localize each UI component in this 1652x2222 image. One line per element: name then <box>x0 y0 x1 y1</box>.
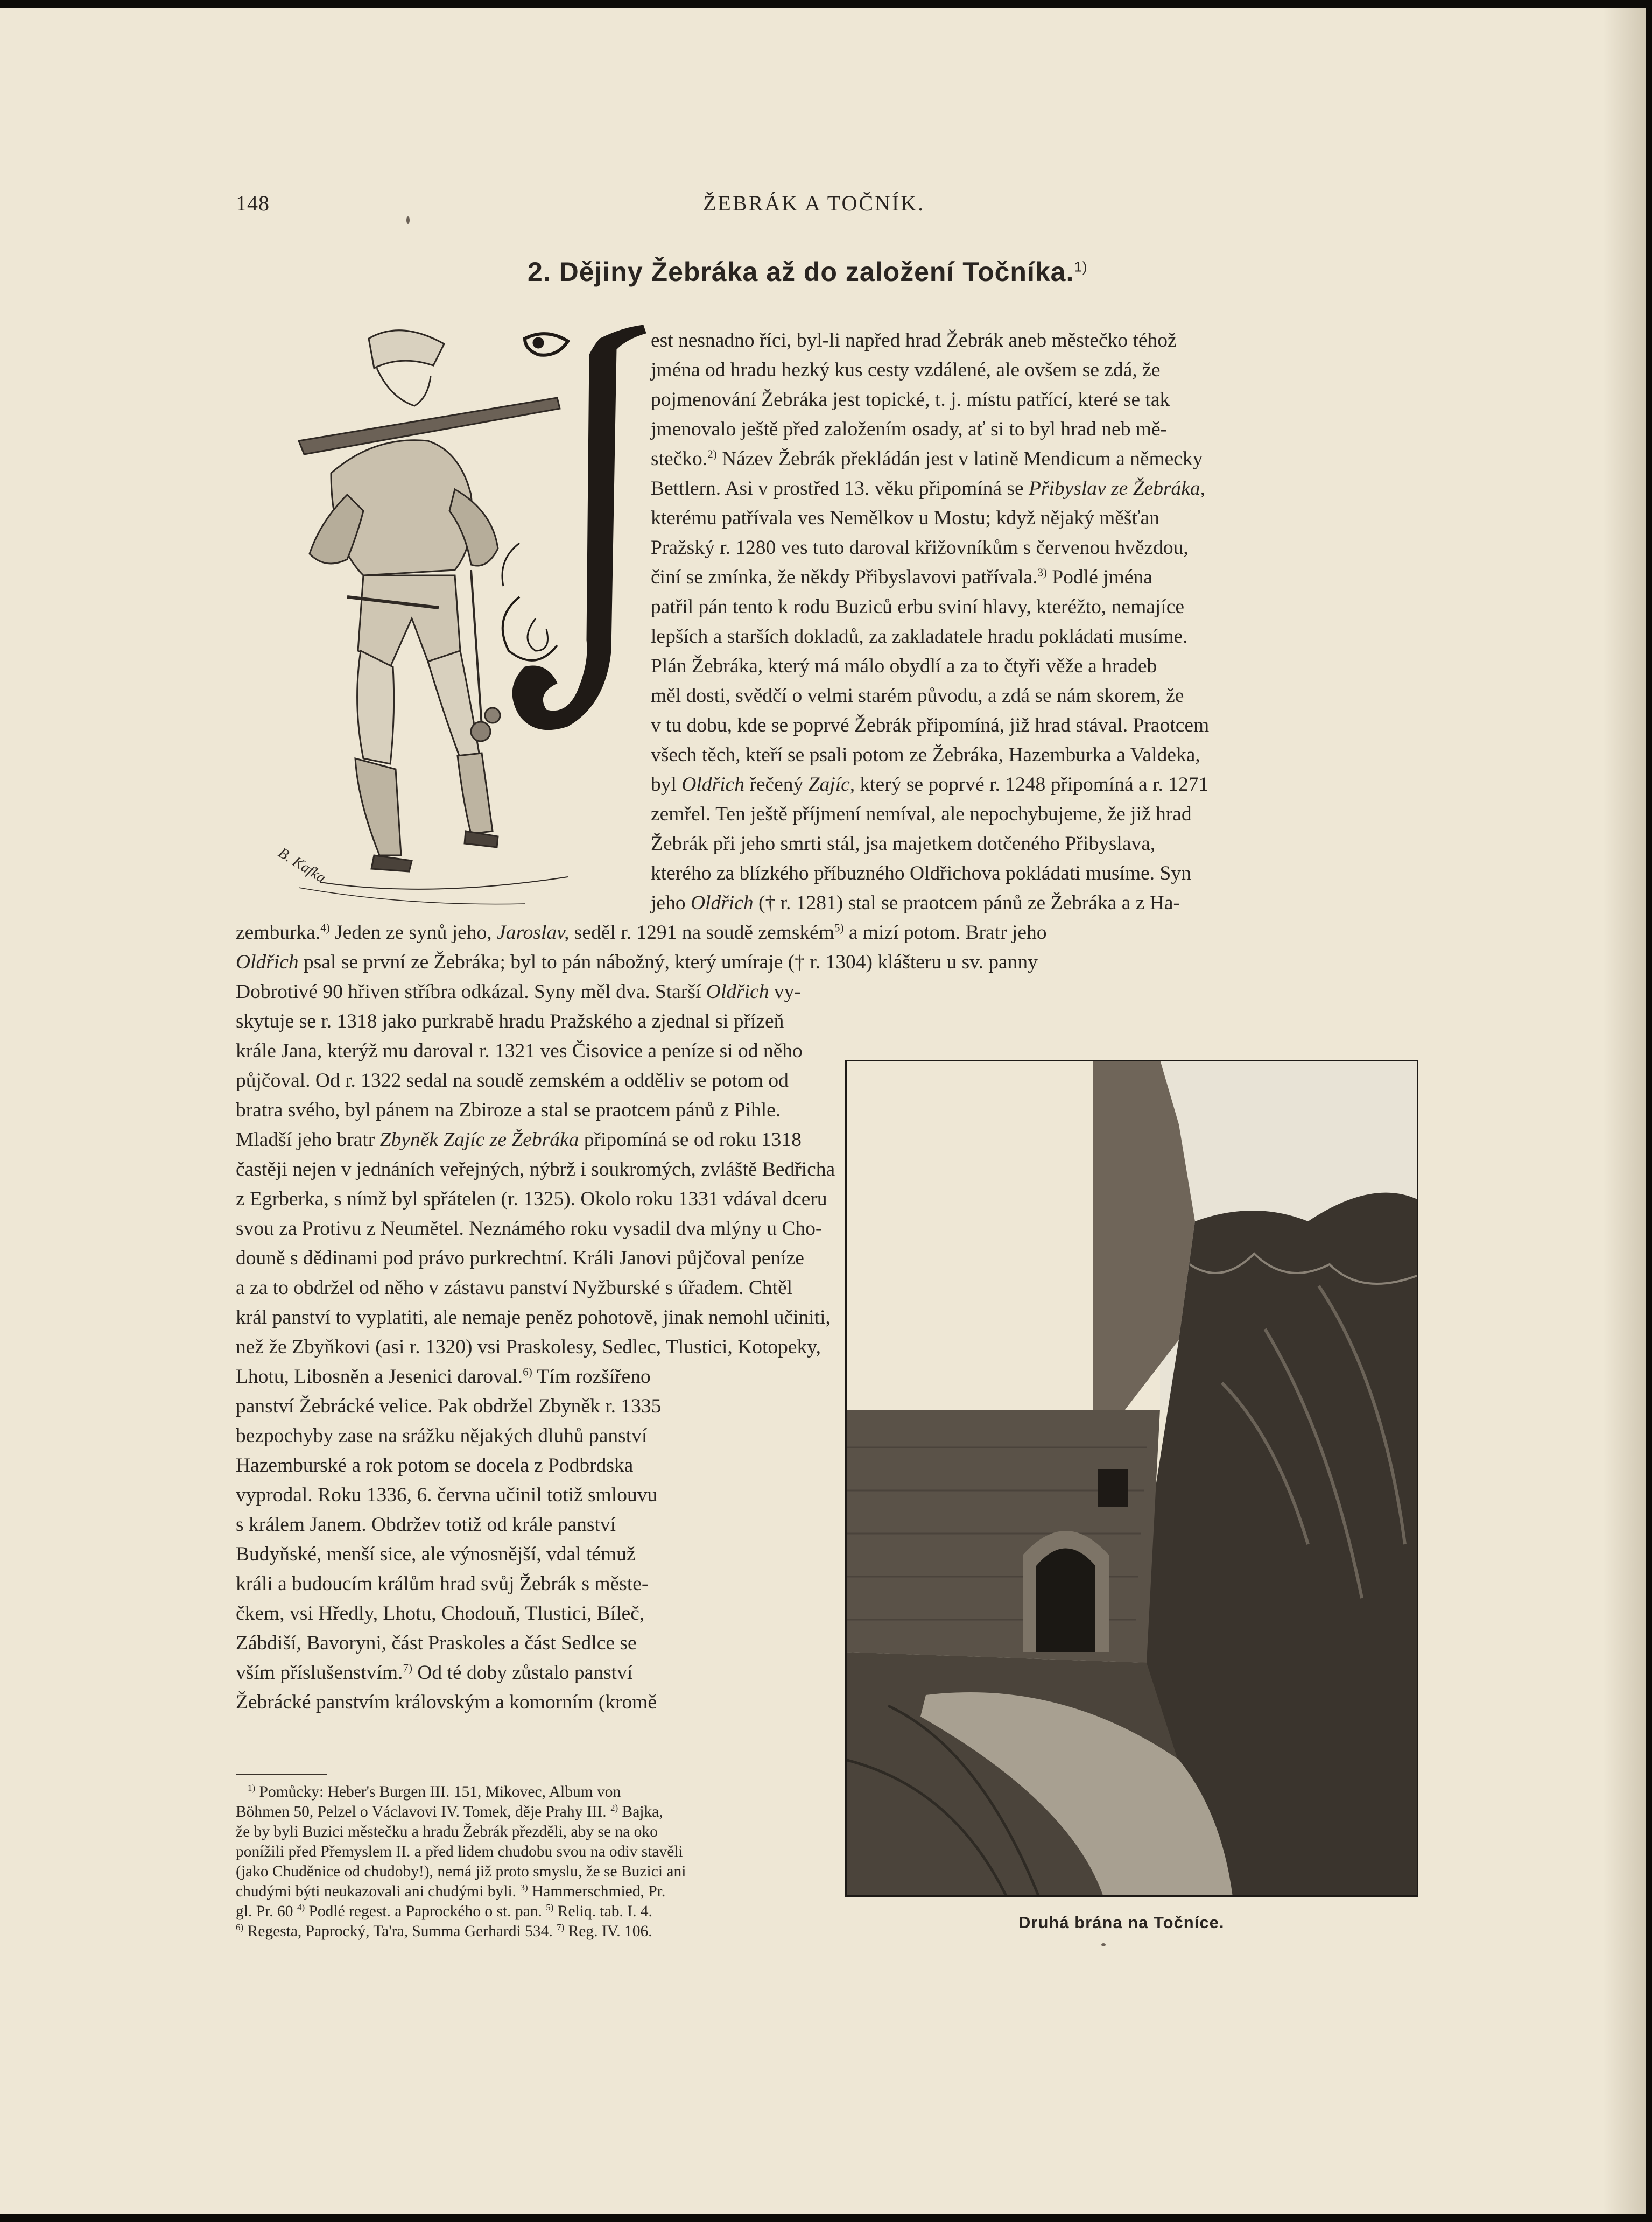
running-head: ŽEBRÁK A TOČNÍK. <box>703 191 925 215</box>
footnote-mark: 5) <box>546 1902 554 1913</box>
text-line-39: Hazemburské a rok potom se docela z Podbrdska <box>236 1454 634 1476</box>
name-italic: Oldřich <box>236 951 299 973</box>
footnote-ref-3: 3) <box>1037 566 1048 579</box>
text-span: Böhmen 50, Pelzel o Václavovi IV. Tomek, děje Prahy III. <box>236 1803 610 1820</box>
footnote-ref-6: 6) <box>523 1365 532 1379</box>
text-line-47: Žebrácké panstvím královským a komorním (kromě <box>236 1691 657 1713</box>
text-line-36 <box>236 1362 651 1391</box>
name-italic: Oldřich <box>681 774 744 796</box>
text-line-31: svou za Protivu z Neumětel. Neznámého roku vysadil dva mlýny u Cho- <box>236 1218 823 1240</box>
text-span: gl. Pr. 60 <box>236 1903 297 1920</box>
text-line-4: jmenovalo ještě před založením osady, ať si to byl hrad neb mě- <box>651 418 1168 440</box>
soldier-figure <box>299 331 568 904</box>
book-page <box>0 8 1646 2214</box>
footnote-line-2 <box>236 1802 663 1823</box>
text-line-6 <box>651 474 1205 503</box>
text-span: jeho <box>651 892 691 914</box>
text-line-28 <box>236 1125 802 1155</box>
text-span: Regesta, Paprocký, Ta'ra, Summa Gerhardi 534. <box>243 1923 557 1940</box>
text-line-5 <box>651 444 1203 474</box>
text-span: Jeden ze synů jeho, <box>329 922 497 944</box>
text-span: Hammerschmied, Pr. <box>528 1883 666 1900</box>
text-line-22 <box>236 947 1038 977</box>
text-line-10: patřil pán tento k rodu Buziců erbu sviní hlavy, kteréžto, nemajíce <box>651 596 1185 618</box>
scan-speck <box>1101 1943 1106 1946</box>
text-line-32: douně s dědinami pod právo purkrechtní. Králi Janovi půjčoval peníze <box>236 1247 804 1269</box>
text-line-20 <box>651 888 1180 918</box>
text-line-43: králi a budoucím králům hrad svůj Žebrák s měste- <box>236 1573 649 1595</box>
text-span: († r. 1281) stal se praotcem pánů ze Žebráka a z Ha- <box>753 892 1180 914</box>
text-line-24: skytuje se r. 1318 jako purkrabě hradu Pražského a zjednal si přízeň <box>236 1010 784 1032</box>
footnote-ref-2: 2) <box>707 447 717 461</box>
text-span: Mladší jeho bratr <box>236 1129 380 1151</box>
text-span: připomíná se od roku 1318 <box>579 1129 802 1151</box>
text-line-37: panství Žebrácké velice. Pak obdržel Zbyněk r. 1335 <box>236 1395 662 1417</box>
footnote-line-3: že by byli Buzici městečku a hradu Žebrák přezděli, aby se na oko <box>236 1823 658 1840</box>
text-span: Tím rozšířeno <box>532 1366 651 1388</box>
footnote-line-5: (jako Chuděnice od chudoby!), nemá již proto smyslu, že se Buzici ani <box>236 1863 686 1880</box>
text-span: činí se zmínka, že někdy Přibyslavovi patřívala. <box>651 566 1038 588</box>
text-span: vším příslušenstvím. <box>236 1662 403 1684</box>
text-line-15: všech těch, kteří se psali potom ze Žebráka, Hazemburka a Valdeka, <box>651 744 1200 766</box>
text-line-13: měl dosti, svědčí o velmi starém původu, a zdá se nám skorem, že <box>651 685 1184 707</box>
text-line-19: kterého za blízkého příbuzného Oldřichova pokládati musíme. Syn <box>651 862 1191 884</box>
text-span: psal se první ze Žebráka; byl to pán nábožný, který umíraje († r. 1304) klášteru u sv. panny <box>298 951 1038 973</box>
name-italic: Zbyněk Zajíc ze Žebráka <box>379 1129 579 1151</box>
footnote-mark: 2) <box>610 1803 618 1813</box>
text-span: Reg. IV. 106. <box>564 1923 652 1940</box>
text-span: Název Žebrák překládán jest v latině Mendicum a německy <box>716 448 1203 470</box>
artist-signature: B. Kafka <box>275 844 329 887</box>
footnote-ref-4: 4) <box>320 921 330 934</box>
text-span: který se poprvé r. 1248 připomíná a r. 1271 <box>855 774 1209 796</box>
text-line-45: Zábdiší, Bavoryni, část Praskoles a část Sedlce se <box>236 1632 637 1654</box>
footnote-mark: 4) <box>297 1902 305 1913</box>
text-line-14: v tu dobu, kde se poprvé Žebrák připomíná, již hrad stával. Praotcem <box>651 714 1210 736</box>
text-span: Dobrotivé 90 hřiven stříbra odkázal. Syny měl dva. Starší <box>236 981 706 1003</box>
footnote-line-4: ponížili před Přemyslem II. a před lidem chudobu svou na odiv stavěli <box>236 1843 683 1860</box>
name-italic: Jaroslav, <box>497 922 570 944</box>
text-span: řečený <box>744 774 809 796</box>
text-line-9 <box>651 562 1152 592</box>
text-line-42: Budyňské, menší sice, ale výnosnější, vdal témuž <box>236 1543 636 1565</box>
text-line-3: pojmenování Žebráka jest topické, t. j. místu patřící, které se tak <box>651 389 1170 411</box>
name-italic: Oldřich <box>690 892 754 914</box>
text-line-46 <box>236 1658 632 1687</box>
text-line-16 <box>651 770 1208 799</box>
text-span: Lhotu, Libosněn a Jesenici daroval. <box>236 1366 523 1388</box>
text-line-29: častěji nejen v jednáních veřejných, nýbrž i soukromých, zvláště Bedřicha <box>236 1158 835 1180</box>
text-line-40: vyprodal. Roku 1336, 6. června učinil totiž smlouvu <box>236 1484 658 1506</box>
section-title <box>528 256 1088 287</box>
text-span: Bajka, <box>618 1803 663 1820</box>
text-span: Reliq. tab. I. 4. <box>553 1903 652 1920</box>
text-line-11: lepších a starších dokladů, za zakladatele hradu pokládati musíme. <box>651 625 1188 648</box>
text-line-33: a za to obdržel od něho v zástavu panství Nyžburské s úřadem. Chtěl <box>236 1277 793 1299</box>
text-line-21 <box>236 918 1047 947</box>
text-span: Bettlern. Asi v prostřed 13. věku připomíná se <box>651 477 1029 500</box>
text-span: byl <box>651 774 682 796</box>
text-line-26: půjčoval. Od r. 1322 sedal na soudě zemském a odděliv se potom od <box>236 1070 789 1092</box>
text-span: stečko. <box>651 448 708 470</box>
text-line-17: zemřel. Ten ještě příjmení nemíval, ale nepochybujeme, že již hrad <box>651 803 1192 825</box>
text-span: Podlé jména <box>1047 566 1152 588</box>
text-span: zemburka. <box>236 922 321 944</box>
text-line-30: z Egrberka, s nímž byl spřátelen (r. 1325). Okolo roku 1331 vdával dceru <box>236 1188 827 1210</box>
page-edge-shadow <box>1603 8 1646 2214</box>
text-line-7: kterému patřívala ves Nemělkov u Mostu; když nějaký měšťan <box>651 507 1159 529</box>
text-line-27: bratra svého, byl pánem na Zbiroze a stal se praotcem pánů z Pihle. <box>236 1099 781 1121</box>
footnote-ref-7: 7) <box>403 1661 412 1675</box>
text-line-34: král panství to vyplatiti, ale nemaje peněz pohotově, jinak nemohl učiniti, <box>236 1306 831 1328</box>
footnote-mark: 3) <box>520 1882 528 1893</box>
name-italic: Oldřich <box>706 981 769 1003</box>
text-line-38: bezpochyby zase na srážku nějakých dluhů panství <box>236 1425 648 1447</box>
text-line-1: est nesnadno říci, byl-li napřed hrad Žebrák aneb městečko téhož <box>651 329 1177 351</box>
text-line-23 <box>236 977 801 1007</box>
text-span: Podlé regest. a Paprockého o st. pan. <box>305 1903 546 1920</box>
initial-j-illustration <box>266 317 651 915</box>
text-span: a mizí potom. Bratr jeho <box>843 922 1047 944</box>
section-title-note-mark: 1) <box>1074 258 1088 275</box>
gate-opening <box>1036 1549 1095 1653</box>
text-span: Od té doby zůstalo panství <box>412 1662 633 1684</box>
footnote-mark: 6) <box>236 1922 244 1933</box>
text-line-2: jména od hradu hezký kus cesty vzdálené, ale ovšem se zdá, že <box>651 359 1161 381</box>
section-title-text: 2. Dějiny Žebráka až do založení Točníka. <box>528 257 1074 287</box>
text-line-41: s králem Janem. Obdržev totiž od krále panství <box>236 1514 616 1536</box>
footnote-ref-5: 5) <box>834 921 844 934</box>
text-span: seděl r. 1291 na soudě zemském <box>569 922 834 944</box>
text-line-35: než že Zbyňkovi (asi r. 1320) vsi Praskolesy, Sedlec, Tlustici, Kotopeky, <box>236 1336 821 1358</box>
footnote-line-7 <box>236 1902 652 1922</box>
scan-speck <box>406 216 410 224</box>
footnote-mark: 1) <box>248 1783 256 1794</box>
text-line-44: čkem, vsi Hředly, Lhotu, Chodouň, Tlustici, Bíleč, <box>236 1602 645 1625</box>
wall-window <box>1098 1469 1128 1507</box>
footnote-line-6 <box>236 1882 665 1902</box>
name-italic: Zajíc, <box>808 774 855 796</box>
initial-letter-j <box>502 325 646 730</box>
page-number: 148 <box>236 191 270 215</box>
text-line-25: krále Jana, kterýž mu daroval r. 1321 ves Čisovice a peníze si od něho <box>236 1040 803 1062</box>
text-line-8: Pražský r. 1280 ves tuto daroval křižovníkům s červenou hvězdou, <box>651 537 1189 559</box>
text-line-12: Plán Žebráka, který má málo obydlí a za to čtyři věže a hradeb <box>651 655 1157 677</box>
gate-illustration <box>845 1060 1418 1897</box>
text-span: vy- <box>769 981 801 1003</box>
footnote-line-8 <box>236 1922 652 1942</box>
footnote-mark: 7) <box>557 1922 565 1933</box>
text-line-18: Žebrák při jeho smrti stál, jsa majetkem dotčeného Přibyslava, <box>651 833 1156 855</box>
footnote-divider <box>236 1774 327 1775</box>
footnote-line-1 <box>248 1782 621 1803</box>
text-span: chudými býti neukazovali ani chudými byli. <box>236 1883 521 1900</box>
text-span: Pomůcky: Heber's Burgen III. 151, Mikovec, Album von <box>255 1783 621 1801</box>
name-italic: Přibyslav ze Žebráka, <box>1028 477 1206 500</box>
figure-caption: Druhá brána na Točníce. <box>1018 1913 1225 1932</box>
